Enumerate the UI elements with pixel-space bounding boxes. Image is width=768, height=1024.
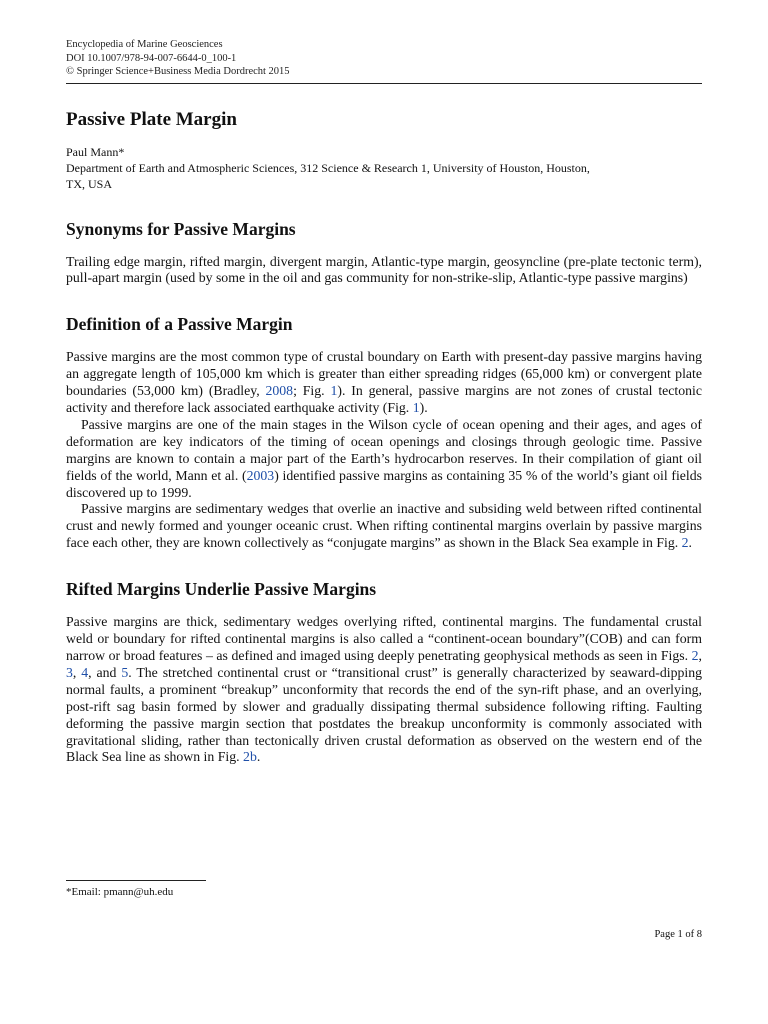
page-number: Page 1 of 8: [654, 929, 702, 940]
definition-paragraph-3: [66, 501, 702, 552]
text-run: Passive margins are sedimentary wedges that overlie an inactive and subsiding weld between rifted continental crust and newly formed and younger oceanic crust. When rifting continental margins overlain by passive margins face each other, they are known collectively as “conjugate margins” as shown in the Black Sea example in Fig.: [66, 501, 702, 551]
author-affiliation-line2: TX, USA: [66, 176, 113, 191]
text-run: . The stretched continental crust or “transitional crust” is generally characterized by seaward-dipping normal faults, a prominent “breakup” unconformity that records the end of the syn-rift phase, and an overlying, post-rift sag basin formed by slower and gradually dissipating thermal subsidence following rifting. Faulting deforming the passive margin section that postdates the breakup unconformity is commonly associated with gravitational sliding, rather than tectonically driven crustal deformation as observed on the western end of the Black Sea line as shown in Fig.: [66, 664, 702, 765]
text-run: Passive margins are thick, sedimentary wedges overlying rifted, continental margins. The fundamental crustal weld or boundary for rifted continental margins is also called a “continent-ocean boundary”(COB) and can form narrow or broad features – as defined and imaged using deeply penetrating geophysical methods as seen in Figs.: [66, 614, 702, 663]
section-heading-synonyms: Synonyms for Passive Margins: [66, 218, 296, 239]
citation-link-mann-2003[interactable]: 2003: [246, 467, 275, 483]
figure-link-1[interactable]: 1: [412, 400, 420, 416]
text-run: ,: [698, 648, 702, 663]
figure-link-2b[interactable]: 2b: [243, 749, 257, 765]
page-body: [66, 38, 702, 766]
text-run: ).: [419, 400, 428, 416]
section-heading-rifted: Rifted Margins Underlie Passive Margins: [66, 579, 377, 600]
figure-link-3[interactable]: 3: [66, 664, 73, 680]
header-rule: [66, 83, 702, 84]
text-run: Passive margins are the most common type of crustal boundary on Earth with present-day passive margins having an aggregate length of 105,000 km which is greater than either spreading ridges (65,000 km) or convergent plate boundaries (53,000 km) (Bradley,: [66, 349, 702, 399]
journal-name: Encyclopedia of Marine Geosciences: [66, 39, 223, 50]
text-run: .: [256, 749, 261, 765]
text-run: .: [688, 535, 692, 551]
figure-link-2[interactable]: 2: [691, 648, 699, 663]
figure-link-2[interactable]: 2: [681, 535, 689, 551]
author-name: Paul Mann*: [66, 144, 125, 159]
footnote-rule: [66, 880, 206, 881]
synonyms-paragraph: Trailing edge margin, rifted margin, divergent margin, Atlantic-type margin, geosyncline (pre-plate tectonic term), pull-apart margin (used by some in the oil and gas community for non-strike-slip, Atlantic-type passive margins): [66, 253, 702, 286]
header-meta: [66, 38, 702, 79]
author-affiliation-line1: Department of Earth and Atmospheric Sciences, 312 Science & Research 1, University of Houston, Houston,: [66, 160, 590, 175]
text-run: ,: [72, 664, 82, 680]
definition-paragraph-1: [66, 349, 702, 417]
author-block: [66, 144, 702, 192]
text-run: ). In general, passive margins are not zones of crustal tectonic activity and therefore lack associated earthquake activity (Fig.: [66, 383, 702, 416]
footnote-email: *Email: pmann@uh.edu: [66, 886, 174, 898]
article-title: Passive Plate Margin: [66, 108, 237, 130]
text-run: ) identified passive margins as containing 35 % of the world’s giant oil fields discovered up to 1999.: [66, 467, 702, 500]
text-run: , and: [88, 664, 122, 680]
text-run: ; Fig.: [293, 383, 331, 399]
section-heading-definition: Definition of a Passive Margin: [66, 314, 293, 335]
figure-link-1[interactable]: 1: [330, 383, 338, 399]
citation-link-bradley-2008[interactable]: 2008: [265, 383, 294, 399]
definition-paragraph-2: [66, 417, 702, 502]
doi: DOI 10.1007/978-94-007-6644-0_100-1: [66, 52, 237, 64]
text-run: Passive margins are one of the main stages in the Wilson cycle of ocean opening and their ages, and ages of deformation are key indicators of the timing of ocean openings and closings through geologic time. Passive margins are known to contain a major part of the Earth’s hydrocarbon reserves. In their compilation of giant oil fields of the world, Mann et al. (: [66, 416, 702, 483]
copyright: © Springer Science+Business Media Dordrecht 2015: [66, 66, 290, 77]
figure-link-5[interactable]: 5: [121, 664, 129, 680]
rifted-paragraph-1: [66, 614, 702, 766]
figure-link-4[interactable]: 4: [81, 664, 89, 680]
